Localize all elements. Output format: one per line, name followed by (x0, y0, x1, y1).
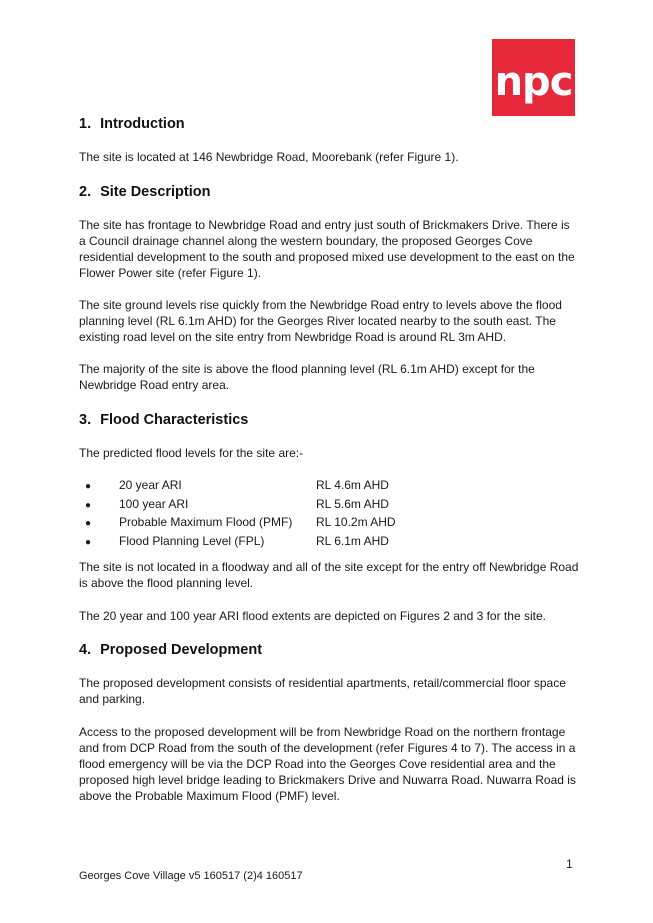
section-title: Flood Characteristics (100, 412, 249, 428)
heading-site-description (79, 182, 579, 202)
paragraph: Access to the proposed development will be from Newbridge Road on the northern frontage and from DCP Road from the south of the development (refer Figures 4 to 7). The access in a flood emergency will be via the DCP Road into the Georges Cove residential area and the proposed high level bridge leading to Brickmakers Drive and Nuwarra Road. Nuwarra Road is above the Probable Maximum Flood (PMF) level. (79, 725, 576, 803)
flood-value: RL 6.1m AHD (316, 533, 389, 548)
flood-label: 20 year ARI (119, 478, 182, 492)
heading-proposed-development (79, 640, 579, 660)
paragraph: The predicted flood levels for the site are:- (79, 446, 304, 460)
flood-label: 100 year ARI (119, 496, 189, 511)
flood-label: Flood Planning Level (FPL) (119, 533, 265, 548)
section-title: Proposed Development (100, 642, 263, 658)
section-number: 2. (79, 184, 92, 200)
bullet-icon: ● (85, 536, 92, 548)
paragraph: The 20 year and 100 year ARI flood extents are depicted on Figures 2 and 3 for the site. (79, 609, 546, 623)
section-number: 1. (79, 116, 92, 132)
section-number: 3. (79, 412, 92, 428)
paragraph: The proposed development consists of residential apartments, retail/commercial floor space and parking. (79, 676, 566, 706)
npc-logo: npc (492, 39, 575, 116)
page-number: 1 (566, 857, 573, 871)
list-item (79, 533, 499, 552)
list-item (79, 514, 499, 533)
list-item (79, 496, 499, 515)
flood-value: RL 4.6m AHD (316, 478, 389, 492)
bullet-icon: ● (85, 481, 92, 492)
paragraph: The majority of the site is above the flood planning level (RL 6.1m AHD) except for the Newbridge Road entry area. (79, 362, 535, 392)
bullet-icon: ● (85, 499, 92, 511)
paragraph: The site is located at 146 Newbridge Road, Moorebank (refer Figure 1). (79, 150, 459, 164)
heading-introduction (79, 114, 579, 134)
section-title: Introduction (100, 116, 185, 132)
footer-doc-ref: Georges Cove Village v5 160517 (2)4 160517 (79, 870, 303, 882)
bullet-icon: ● (85, 518, 92, 529)
paragraph: The site is not located in a floodway and all of the site except for the entry off Newbridge Road is above the flood planning level. (79, 560, 579, 590)
list-item (79, 477, 499, 496)
section-title: Site Description (100, 184, 211, 200)
flood-label: Probable Maximum Flood (PMF) (119, 515, 293, 529)
heading-flood-characteristics (79, 410, 579, 430)
flood-value: RL 5.6m AHD (316, 496, 389, 511)
flood-value: RL 10.2m AHD (316, 515, 396, 529)
paragraph: The site has frontage to Newbridge Road and entry just south of Brickmakers Drive. There is a Council drainage channel along the western boundary, the proposed Georges Cove residential development to the south and proposed mixed use development to the east on the Flower Power site (refer Figure 1). (79, 218, 575, 280)
section-number: 4. (79, 642, 92, 658)
paragraph: The site ground levels rise quickly from the Newbridge Road entry to levels above the flood planning level (RL 6.1m AHD) for the Georges River located nearby to the south east. The existing road level on the site entry from Newbridge Road is around RL 3m AHD. (79, 298, 562, 344)
flood-levels-list (79, 477, 499, 551)
